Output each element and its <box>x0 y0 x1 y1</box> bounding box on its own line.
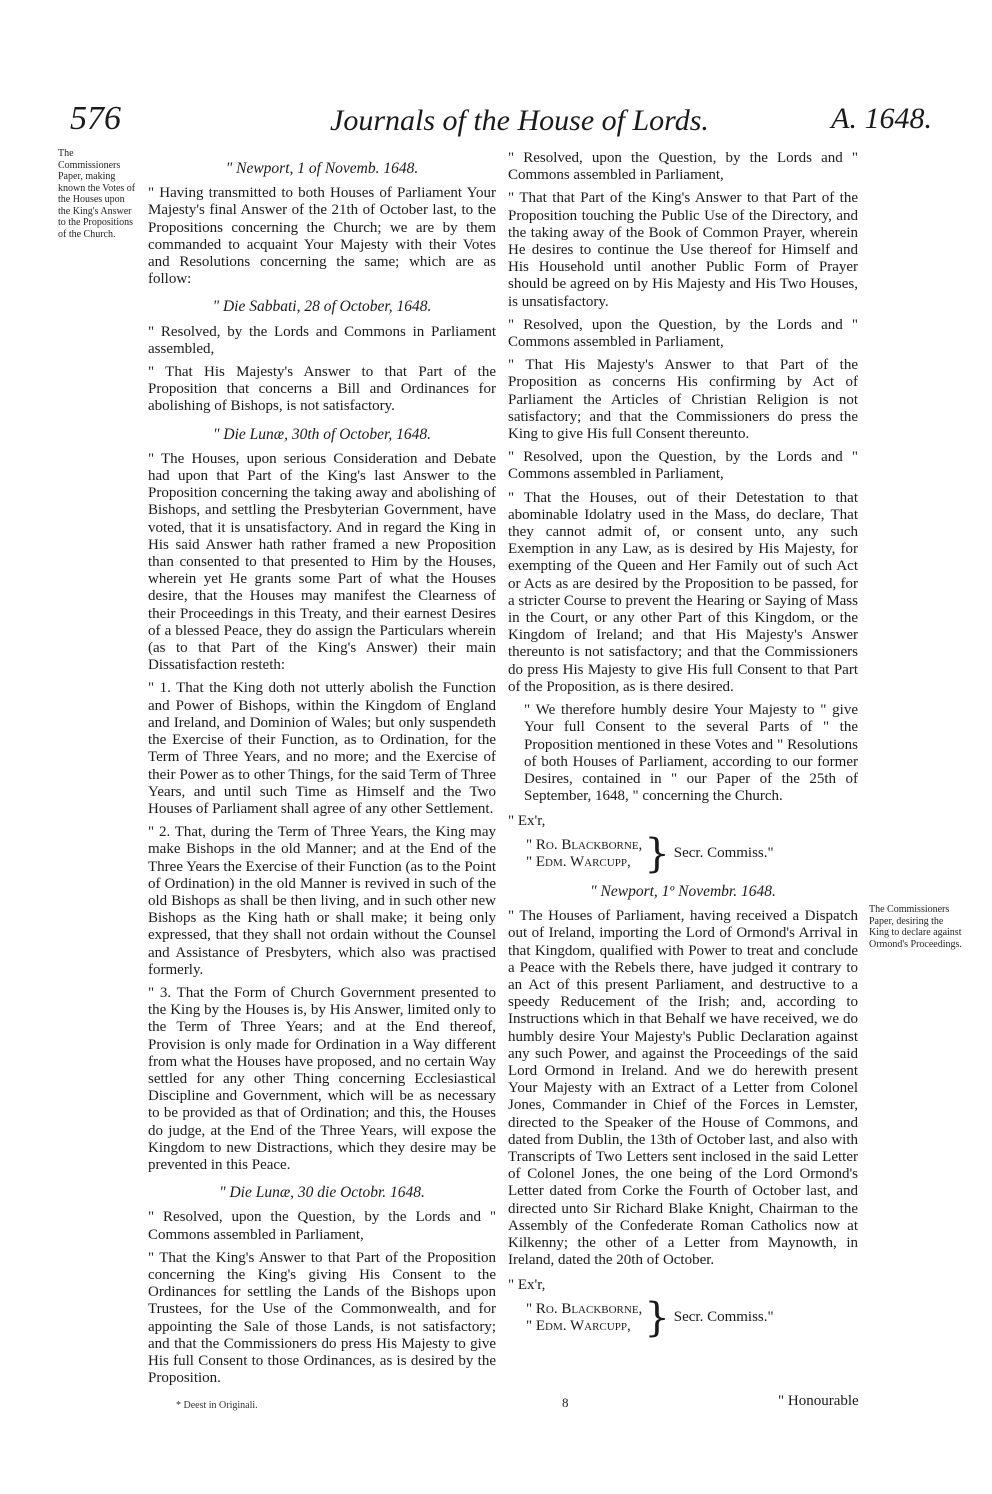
signer-warcupp-2: " Edm. Warcupp, <box>526 1317 631 1334</box>
left-paragraph-7: " 3. That the Form of Church Government presented to the King by the Houses is, by His Answer, limited only to the Term of Three Years; and at the End thereof, Provision is only made for Ordination in a Way different from what the Houses have proposed, and no certain Way settled for any other Thing concerning Ecclesiastical Discipline and Government, which will be as necessary to be provided as that of Ordination; and this, the Houses do judge, at the End of the Three Years, will expose the Kingdom to new Distractions, which they desire may be prevented in this Peace. <box>148 984 496 1173</box>
signer-office-2: Secr. Commiss." <box>673 1309 774 1326</box>
catchword: " Honourable <box>778 1393 859 1409</box>
right-column <box>508 150 858 1347</box>
right-paragraph-1: " Resolved, upon the Question, by the Lords and " Commons assembled in Parliament, <box>508 150 858 184</box>
running-title: Journals of the House of Lords. <box>330 104 709 137</box>
left-heading-1: " Newport, 1 of Novemb. 1648. <box>225 160 419 177</box>
signer-names-2 <box>526 1301 642 1335</box>
left-paragraph-1: " Having transmitted to both Houses of Parliament Your Majesty's final Answer of the 21th of October last, to the Propositions concerning the Church; we are by them commanded to acquaint Your Majesty with their Votes and Resolutions concerning the same; which are as follow: <box>148 185 496 288</box>
left-paragraph-8: " Resolved, upon the Question, by the Lords and " Commons assembled in Parliament, <box>148 1209 496 1243</box>
left-paragraph-9: " That the King's Answer to that Part of the Proposition concerning the King's giving His Consent to the Ordinances for settling the Lands of the Bishops upon Trustees, for the Use of the Commonwealth, and for appointing the Sale of those Lands, is not satisfactory; and that the Commissioners do press His Majesty to give His full Consent to those Ordinances, as is desired by the Proposition. <box>148 1249 496 1387</box>
signature-mark: 8 <box>562 1395 569 1410</box>
page-number: 576 <box>70 100 121 137</box>
right-paragraph-6: " That the Houses, out of their Detestation to that abominable Idolatry used in the Mass, do declare, That they cannot admit of, or consent unto, any such Exemption in any Law, as is desired by His Majesty, for exempting of the Queen and Her Family out of such Act or Acts as are desired by the Proposition to be passed, for a stricter Course to prevent the Hearing or Saying of Mass in the Court, or any other Part of this Kingdom, or the Kingdom of Ireland; and that His Majesty's Answer thereunto is not satisfactory; and that the Commissioners do press His Majesty to give His full Consent to that Part of the Proposition, as is there desired. <box>508 489 858 695</box>
left-heading-3: " Die Lunæ, 30th of October, 1648. <box>213 425 431 443</box>
margin-note-left: The Commissioners Paper, making known the Votes of the Houses upon the King's Answer to the Propositions of the Church. <box>58 148 136 240</box>
signature-block-2 <box>526 1294 858 1341</box>
right-paragraph-4: " That His Majesty's Answer to that Part of the Proposition as concerns His confirming by Act of Parliament the Articles of Christian Religion is not satisfactory; and that the Commissioners do press the King to give His full Consent thereunto. <box>508 357 858 443</box>
left-paragraph-2: " Resolved, by the Lords and Commons in Parliament assembled, <box>148 323 496 357</box>
signer-office-1: Secr. Commiss." <box>673 845 774 862</box>
right-heading-1: " Newport, 1º Novembr. 1648. <box>590 882 776 900</box>
left-paragraph-6: " 2. That, during the Term of Three Years, the King may make Bishops in the old Manner; and at the End of the Three Years the Exercise of their Function (as to the Point of Ordination) in the old Manner is revived in such of the old Bishops as shall be then living, and in such other new Bishops as the King hath or shall make; it being only expressed, that they shall not ordain without the Counsel and Assistance of Presbyters, which also was practised formerly. <box>148 824 496 978</box>
signer-blackborne-1: " Ro. Blackborne, <box>526 836 643 853</box>
left-column <box>148 150 496 1393</box>
brace-icon: } <box>644 1294 670 1341</box>
signature-block-1 <box>526 830 858 877</box>
left-heading-4: " Die Lunæ, 30 die Octobr. 1648. <box>219 1184 425 1202</box>
margin-note-right: The Commissioners Paper, desiring the King to declare against Ormond's Proceedings. <box>869 904 962 950</box>
right-paragraph-3: " Resolved, upon the Question, by the Lords and " Commons assembled in Parliament, <box>508 316 858 351</box>
right-paragraph-8: " The Houses of Parliament, having received a Dispatch out of Ireland, importing the Lord of Ormond's Arrival in that Kingdom, qualified with Power to treat and conclude a Peace with the Rebels there, have judged it contrary to an Act of this present Parliament, and destructive to a speedy Reducement of the Irish; and, according to Instructions which in that Behalf we have received, we do humbly desire Your Majesty's Public Declaration against any such Power, and against the Proceedings of the said Lord Ormond in Ireland. And we do herewith present Your Majesty with an Extract of a Letter from Colonel Jones, Commander in Chief of the Forces in Lemster, directed to the Speaker of the House of Commons, and dated from Dublin, the 13th of October last, and also with Transcripts of Two Letters sent inclosed in the said Letter of Colonel Jones, the one being of the Lord Ormond's Letter dated from Corke the Fourth of October last, and directed unto Sir Richard Blake Knight, Chairman to the Assembly of the Confederate Roman Catholics now at Kilkenny; the other of a Letter from Maynowth, in Ireland, dated the 20th of October. <box>508 908 858 1269</box>
right-paragraph-7: " We therefore humbly desire Your Majesty to " give Your full Consent to the several Parts of " the Proposition mentioned in these Votes and " Resolutions of both Houses of Parliament, according to our former Desires, contained in " our Paper of the 25th of September, 1648, " concerning the Church. <box>524 702 858 805</box>
signer-warcupp-1: " Edm. Warcupp, <box>526 853 631 870</box>
attest-label-1: " Ex'r, <box>508 813 546 830</box>
signer-names-1 <box>526 837 642 871</box>
right-paragraph-5: " Resolved, upon the Question, by the Lords and " Commons assembled in Parliament, <box>508 449 858 483</box>
right-paragraph-2: " That that Part of the King's Answer to that Part of the Proposition touching the Public Use of the Directory, and the taking away of the Book of Common Prayer, wherein He desires to continue the Use thereof for Himself and His Household until another Public Form of Prayer should be agreed on by His Majesty and His Two Houses, is unsatisfactory. <box>508 190 858 310</box>
page-year: A. 1648. <box>831 102 932 135</box>
left-paragraph-3: " That His Majesty's Answer to that Part of the Proposition that concerns a Bill and Ordinances for abolishing of Bishops, is not satisfactory. <box>148 364 496 415</box>
left-paragraph-4: " The Houses, upon serious Consideration and Debate had upon that Part of the King's last Answer to the Proposition concerning the taking away and abolishing of Bishops, and settling the Presbyterian Government, have voted, that it is unsatisfactory. And in regard the King in His said Answer hath rather framed a new Proposition than consented to that presented to Him by the Houses, wherein yet He grants some Part of what the Houses desire, that the Houses may manifest the Clearness of their Proceedings in this Treaty, and their earnest Desires of a blessed Peace, they do assign the Particulars wherein (as to that Part of the King's Answer) their main Dissatisfaction resteth: <box>148 450 496 674</box>
signer-blackborne-2: " Ro. Blackborne, <box>526 1300 643 1317</box>
brace-icon: } <box>644 830 670 877</box>
page-header <box>0 100 992 150</box>
left-heading-2: " Die Sabbati, 28 of October, 1648. <box>212 298 432 316</box>
left-paragraph-5: " 1. That the King doth not utterly abolish the Function and Power of Bishops, within the Kingdom of England and Ireland, and Dominion of Wales; but only suspendeth the Exercise of their Function, as to Ordination, for the Term of Three Years, and no more; and the Exercise of their Power as to other Things, for the said Term of Three Years, and until such Time as Himself and the Two Houses of Parliament shall agree of any other Settlement. <box>148 680 496 817</box>
footnote: * Deest in Originali. <box>176 1400 258 1411</box>
attest-label-2: " Ex'r, <box>508 1277 546 1294</box>
